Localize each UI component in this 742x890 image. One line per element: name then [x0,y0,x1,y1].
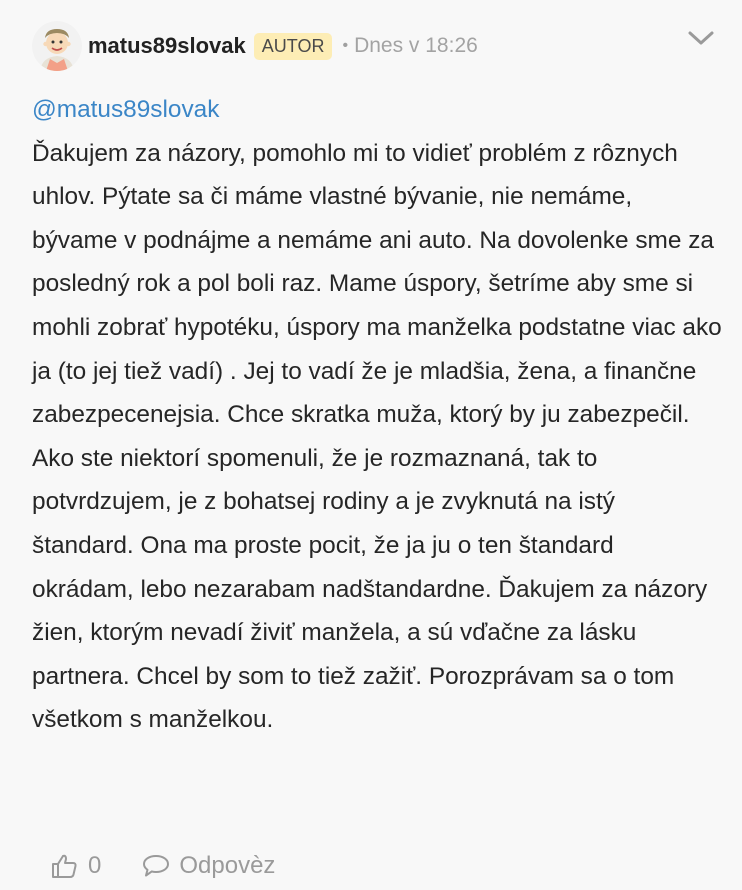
post-paragraph: Ďakujem za názory, pomohlo mi to vidieť problém z rôznych uhlov. Pýtate sa či máme vlastné bývanie, nie nemáme, bývame v podnájme a nemáme ani auto. Na dovolenke sme za posledný rok a pol boli raz. Mame úspory, šetríme aby sme si mohli zobrať hypotéku, úspory ma manželka podstatne viac ako ja (to jej tiež vadí) . Jej to vadí že je mladšia, žena, a finančne zabezpecenejsia. Chce skratka muža, ktorý by ju zabezpečil. [32,139,722,429]
post-timestamp: Dnes v 18:26 [354,34,478,57]
reply-button[interactable]: Odpovèz [179,852,276,879]
author-badge: AUTOR [254,33,333,60]
post-actions [50,846,275,886]
chevron-down-icon[interactable] [686,26,716,50]
speech-bubble-icon[interactable] [141,853,171,879]
user-mention-link[interactable]: @matus89slovak [32,96,220,123]
author-name[interactable]: matus89slovak [88,33,246,58]
meta-separator: • [342,37,349,54]
post-body [32,88,722,742]
post-header [32,18,478,74]
cartoon-avatar-icon [32,21,82,71]
like-count: 0 [88,852,102,879]
thumbs-up-icon[interactable] [50,852,78,880]
avatar[interactable] [32,21,82,71]
post-paragraph: Ako ste niektorí spomenuli, že je rozmaznaná, tak to potvrdzujem, je z bohatsej rodiny a je zvyknutá na istý štandard. Ona ma proste pocit, že ja ju o ten štandard okrádam, lebo nezarabam nadštandardne. Ďakujem za názory žien, ktorým nevadí živiť manžela, a sú vďačne za lásku partnera. Chcel by som to tiež zažiť. Porozprávam sa o tom všetkom s manželkou. [32,444,708,734]
